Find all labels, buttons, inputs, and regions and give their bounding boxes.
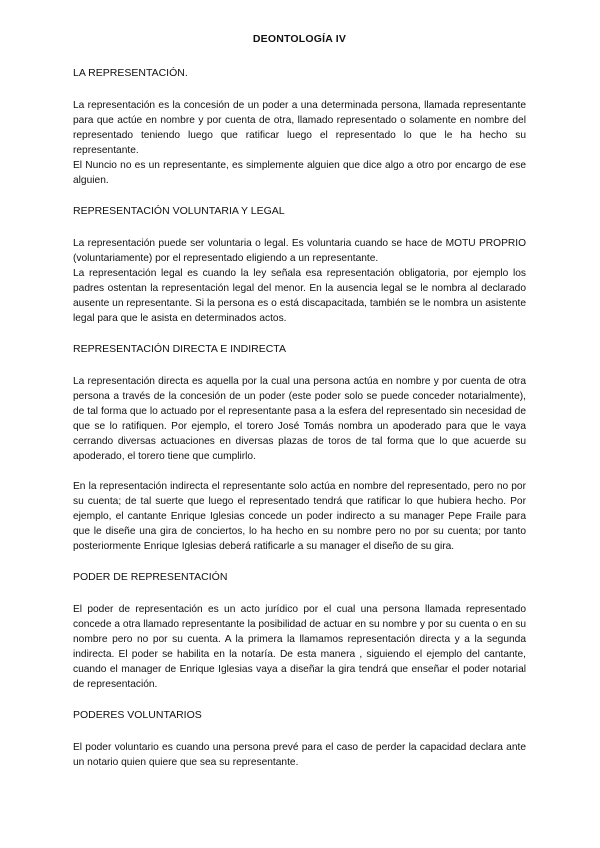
paragraph: La representación es la concesión de un poder a una determinada persona, llamada representante para que actúe en nombre y por cuenta de otra, llamado representado o solamente en nombre del representado teniendo luego que ratificar luego el representado lo que le ha hecho su representante. [73,100,526,156]
document-page [73,32,526,770]
document-title: DEONTOLOGÍA IV [252,33,347,45]
section-poder-de-representacion [73,570,526,692]
section-heading: REPRESENTACIÓN VOLUNTARIA Y LEGAL [73,205,285,217]
paragraph: El Nuncio no es un representante, es simplemente alguien que dice algo a otro por encargo de ese alguien. [73,160,526,186]
paragraph: La representación puede ser voluntaria o legal. Es voluntaria cuando se hace de MOTU PROPRIO (voluntariamente) por el representado eligiendo a un representante. [73,238,526,264]
paragraph: En la representación indirecta el representante solo actúa en nombre del representado, pero no por su cuenta; de tal suerte que luego el representado tendrá que ratificar lo que hubiera hecho. Por ejemplo, el cantante Enrique Iglesias concede un poder indirecto a su manager Pepe Fraile para que le diseñe una gira de conciertos, lo ha hecho en su nombre pero no por su cuenta; por tanto posteriormente Enrique Iglesias deberá ratificarle a su manager el diseño de su gira. [73,481,526,552]
paragraph: La representación legal es cuando la ley señala esa representación obligatoria, por ejemplo los padres ostentan la representación legal del menor. En la ausencia legal se le nombra al declarado ausente un representante. Si la persona es o está discapacitada, también se le nombra un asistente legal para que le asista en determinados actos. [73,268,526,324]
section-representacion-voluntaria-legal [73,204,526,326]
section-heading: PODER DE REPRESENTACIÓN [73,571,228,583]
section-heading: LA REPRESENTACIÓN. [73,67,188,79]
section-poderes-voluntarios [73,708,526,770]
section-representacion-directa-indirecta [73,342,526,554]
section-heading: REPRESENTACIÓN DIRECTA E INDIRECTA [73,343,286,355]
paragraph: El poder voluntario es cuando una persona prevé para el caso de perder la capacidad declara ante un notario quien quiere que sea su representante. [73,742,526,768]
paragraph: La representación directa es aquella por la cual una persona actúa en nombre y por cuenta de otra persona a través de la concesión de un poder (este poder solo se puede conceder notarialmente), de tal forma que lo actuado por el representante pasa a la esfera del representado sin necesidad de que se lo ratifiquen. Por ejemplo, el torero José Tomás nombra un apoderado para que le vaya cerrando diversas actuaciones en diversas plazas de toros de tal forma que lo que acuerde su apoderado, el torero tiene que cumplirlo. [73,376,526,462]
section-heading: PODERES VOLUNTARIOS [73,709,202,721]
section-la-representacion [73,66,526,188]
paragraph: El poder de representación es un acto jurídico por el cual una persona llamada representado concede a otra llamado representante la posibilidad de actuar en su nombre y por su cuenta o en su nombre pero no por su cuenta. A la primera la llamamos representación directa y a la segunda indirecta. El poder se habilita en la notaría. De esta manera , siguiendo el ejemplo del cantante, cuando el manager de Enrique Iglesias vaya a diseñar la gira tendrá que enseñar el poder notarial de representación. [73,604,526,690]
